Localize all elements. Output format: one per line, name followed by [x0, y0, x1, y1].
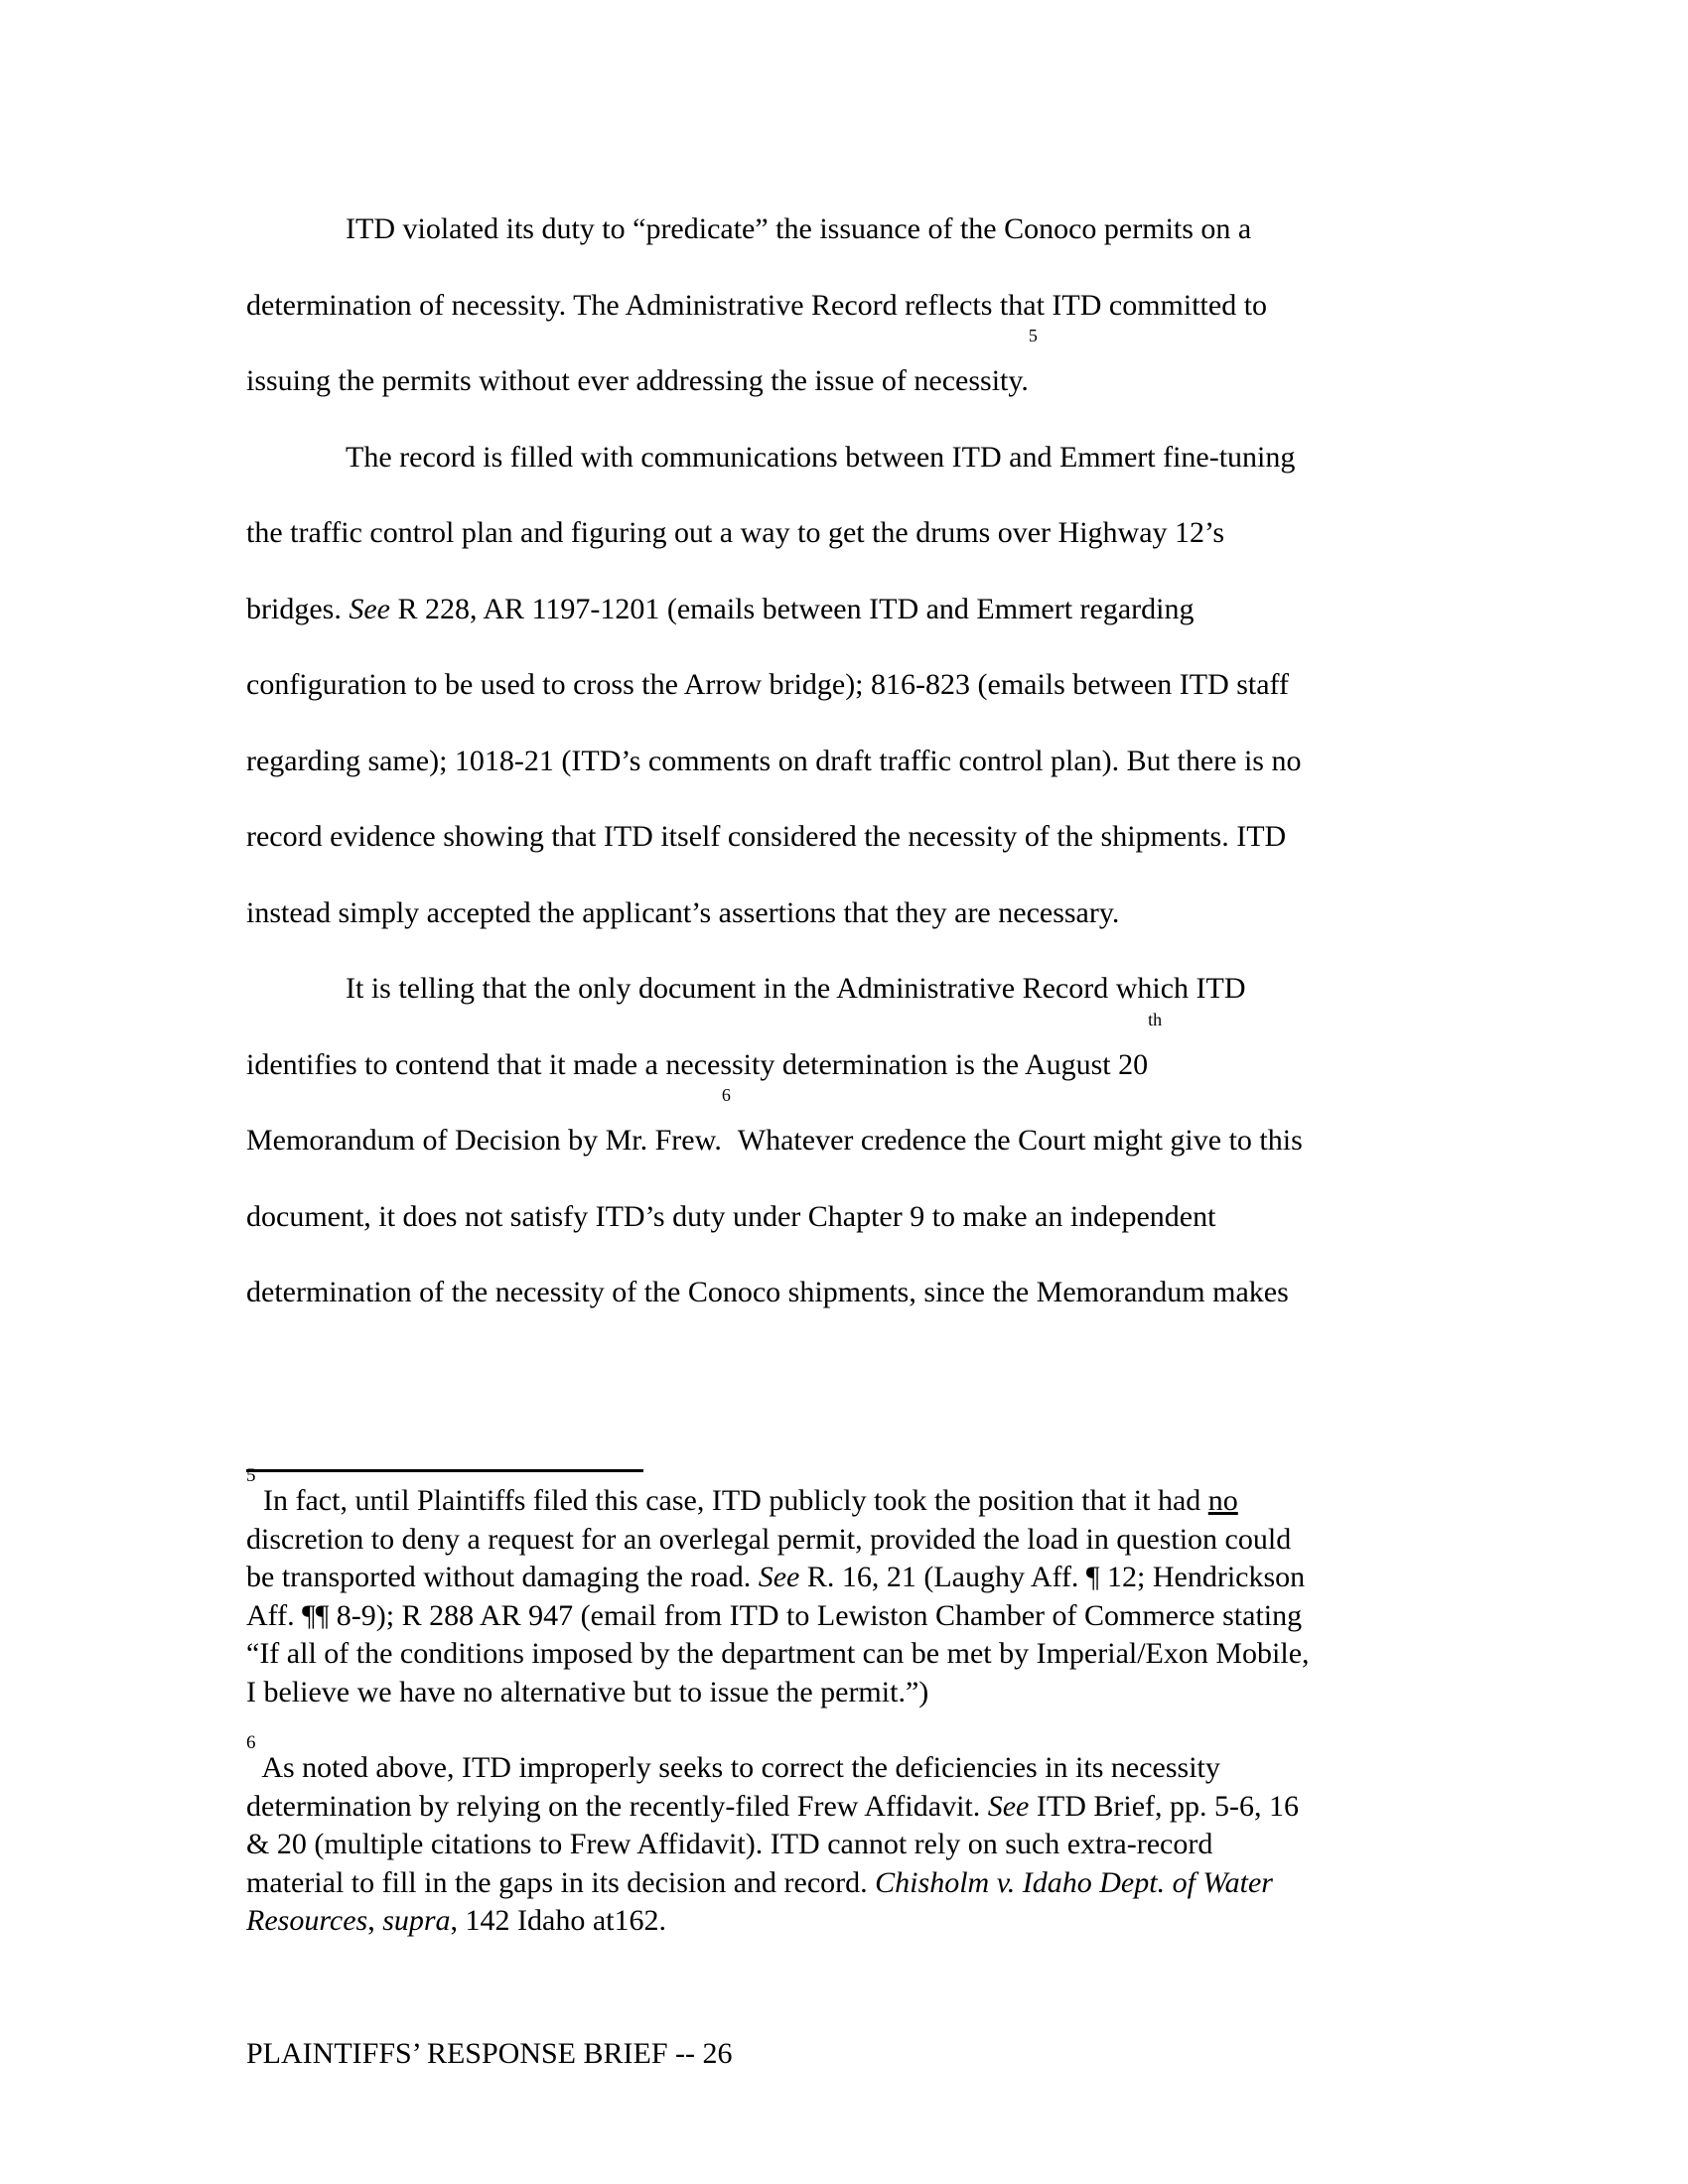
body-line-p2l7: [246, 876, 1438, 952]
text-run: bridges.: [246, 592, 350, 625]
text-run: discretion to deny a request for an overlegal permit, provided the load in question could: [246, 1522, 1292, 1556]
text-run: R 228, AR 1197-1201 (emails between ITD and Emmert regarding: [389, 592, 1195, 625]
text-run: document, it does not satisfy ITD’s duty under Chapter 9 to make an independent: [246, 1199, 1216, 1233]
italic-text: See: [349, 592, 390, 625]
page-footer: PLAINTIFFS’ RESPONSE BRIEF -- 26: [246, 2037, 733, 2070]
text-run: As noted above, ITD improperly seeks to correct the deficiencies in its necessity: [255, 1751, 1220, 1784]
footnote-line: [246, 1559, 1438, 1597]
footnote-fn6: [246, 1732, 1438, 1941]
body-line-p1l1: [246, 192, 1438, 268]
footnote-line: [246, 1465, 1438, 1521]
body-line-p1l2: [246, 268, 1438, 344]
body-line-p2l4: [246, 647, 1438, 724]
text-run: ITD violated its duty to “predicate” the issuance of the Conoco permits on a: [346, 212, 1252, 245]
italic-text: Resources: [246, 1904, 368, 1937]
footnote-line: [246, 1788, 1438, 1827]
footnote-fn5: [246, 1465, 1438, 1711]
body-line-p2l3: [246, 572, 1438, 648]
text-run: instead simply accepted the applicant’s assertions that they are necessary.: [246, 895, 1120, 929]
italic-text: supra: [382, 1904, 451, 1937]
body-line-p3l5: [246, 1255, 1438, 1331]
text-run: ITD Brief, pp. 5-6, 16: [1029, 1789, 1299, 1823]
text-run: , 142 Idaho at162.: [450, 1904, 667, 1937]
text-run: ,: [367, 1904, 383, 1937]
italic-text: See: [987, 1789, 1030, 1823]
footnote-line: [246, 1635, 1438, 1674]
body-line-p2l6: [246, 799, 1438, 876]
text-run: The record is filled with communications between ITD and Emmert fine-tuning: [346, 440, 1296, 474]
body-line-p1l3: [246, 326, 1438, 420]
text-run: “If all of the conditions imposed by the department can be met by Imperial/Exon Mobile,: [246, 1637, 1310, 1670]
text-run: R. 16, 21 (Laughy Aff. ¶ 12; Hendrickson: [799, 1561, 1306, 1593]
text-run: determination by relying on the recently-filed Frew Affidavit.: [246, 1789, 988, 1823]
footnote-line: [246, 1597, 1438, 1636]
footnote-line: [246, 1521, 1438, 1560]
footnote-line: [246, 1826, 1438, 1864]
footnote-ref: 5: [246, 1465, 256, 1486]
body-line-p2l2: [246, 495, 1438, 572]
text-run: It is telling that the only document in the Administrative Record which ITD: [346, 972, 1246, 1005]
footnote-line: [246, 1902, 1438, 1941]
footnote-ref: 5: [1028, 326, 1038, 345]
body-line-p2l1: [246, 420, 1438, 496]
body-line-p2l5: [246, 724, 1438, 800]
text-run: determination of necessity. The Administrative Record reflects that ITD committed to: [246, 288, 1268, 322]
footnotes: [246, 1465, 1438, 1941]
body-line-p3l2: [246, 1009, 1438, 1104]
italic-text: See: [758, 1561, 800, 1593]
body-line-p3l4: [246, 1179, 1438, 1256]
text-run: determination of the necessity of the Conoco shipments, since the Memorandum makes: [246, 1276, 1289, 1308]
underlined-text: no: [1207, 1484, 1238, 1517]
footnote-line: [246, 1864, 1438, 1903]
body-line-p3l1: [246, 951, 1438, 1027]
footnote-line: [246, 1674, 1438, 1712]
text-run: In fact, until Plaintiffs filed this case, ITD publicly took the position that it had: [255, 1484, 1208, 1517]
text-run: record evidence showing that ITD itself considered the necessity of the shipments. ITD: [246, 820, 1287, 853]
text-run: the traffic control plan and figuring out a way to get the drums over Highway 12’s: [246, 516, 1225, 549]
footnote-line: [246, 1732, 1438, 1788]
text-run: material to fill in the gaps in its decision and record.: [246, 1865, 876, 1899]
body-text: [246, 192, 1438, 1331]
text-run: be transported without damaging the road.: [246, 1561, 759, 1593]
text-run: configuration to be used to cross the Arrow bridge); 816-823 (emails between ITD staff: [246, 668, 1289, 701]
body-line-p3l3: [246, 1085, 1438, 1179]
text-run: I believe we have no alternative but to issue the permit.”): [246, 1675, 929, 1708]
text-run: Memorandum of Decision by Mr. Frew.: [246, 1124, 722, 1157]
text-run: & 20 (multiple citations to Frew Affidavit). ITD cannot rely on such extra-record: [246, 1828, 1213, 1860]
footnote-ref: 6: [246, 1732, 256, 1753]
text-run: Whatever credence the Court might give to this: [730, 1124, 1303, 1157]
footnote-separator: [246, 1469, 643, 1472]
text-run: issuing the permits without ever addressing the issue of necessity.: [246, 364, 1029, 397]
footnote-ref: th: [1148, 1009, 1163, 1029]
footnote-ref: 6: [721, 1085, 731, 1105]
italic-text: Chisholm v. Idaho Dept. of Water: [875, 1865, 1273, 1899]
text-run: Aff. ¶¶ 8-9); R 288 AR 947 (email from ITD to Lewiston Chamber of Commerce stating: [246, 1598, 1303, 1632]
text-run: identifies to contend that it made a necessity determination is the August 20: [246, 1047, 1149, 1081]
text-run: regarding same); 1018-21 (ITD’s comments on draft traffic control plan). But there is no: [246, 744, 1302, 777]
